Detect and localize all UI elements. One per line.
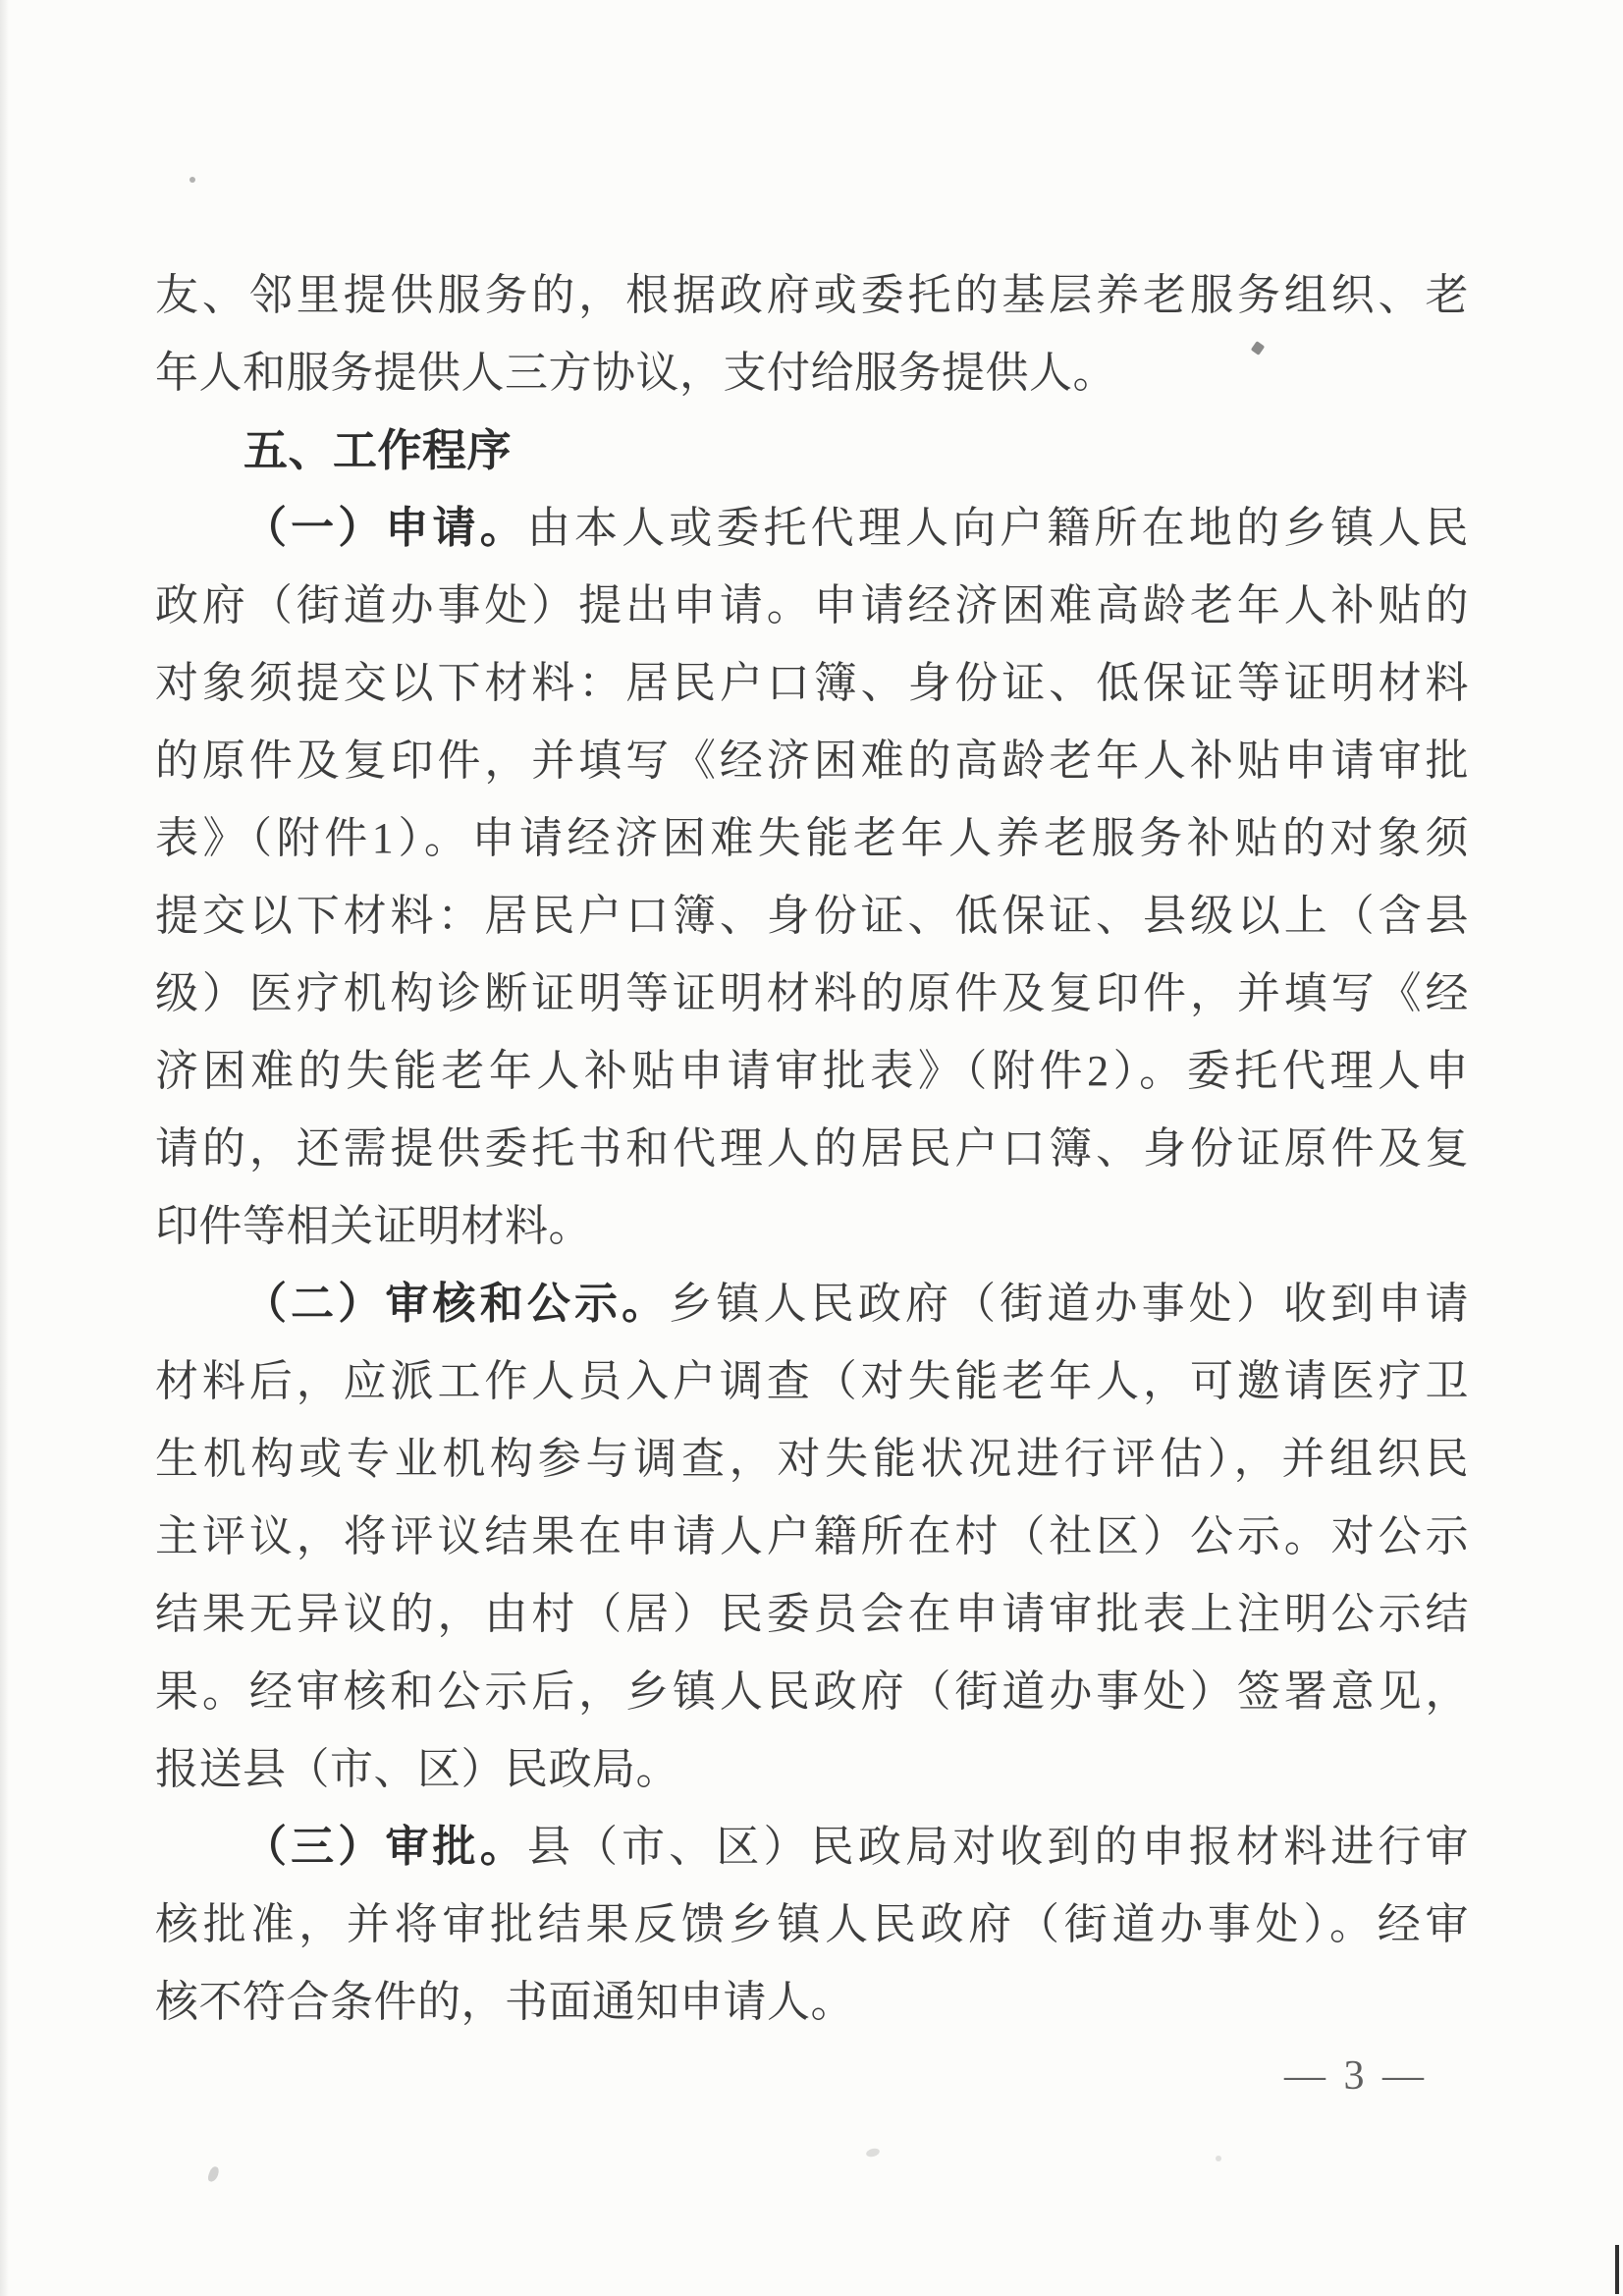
text-line	[155, 1963, 1469, 2041]
text-line	[155, 1498, 1469, 1575]
text-line	[155, 799, 1469, 877]
line-text: 核批准，并将审批结果反馈乡镇人民政府（街道办事处）。经审	[155, 1900, 1469, 1948]
section-heading	[155, 411, 1469, 489]
scan-artifact	[1216, 2156, 1221, 2161]
line-text: 县（市、区）民政局对收到的申报材料进行审	[526, 1823, 1470, 1871]
line-text: 生机构或专业机构参与调查，对失能状况进行评估），并组织民	[155, 1435, 1469, 1483]
line-text: 的原件及复印件，并填写《经济困难的高龄老年人补贴申请审批	[155, 737, 1469, 785]
line-text: 提交以下材料：居民户口簿、身份证、低保证、县级以上（含县	[155, 892, 1469, 940]
line-text: 由本人或委托代理人向户籍所在地的乡镇人民	[526, 504, 1470, 552]
text-line	[155, 644, 1469, 722]
page-number: — 3 —	[1284, 2053, 1428, 2099]
line-text: 济困难的失能老年人补贴申请审批表》（附件2）。委托代理人申	[155, 1047, 1469, 1095]
text-line	[155, 1808, 1469, 1886]
text-line	[155, 1575, 1469, 1653]
scan-artifact	[207, 2165, 221, 2183]
text-line	[155, 256, 1469, 334]
scan-artifact	[189, 177, 195, 183]
line-text: 材料后，应派工作人员入户调查（对失能老年人，可邀请医疗卫	[155, 1357, 1469, 1405]
text-line	[155, 1886, 1469, 1963]
line-text: 果。经审核和公示后，乡镇人民政府（街道办事处）签署意见，	[155, 1667, 1469, 1716]
text-line	[155, 955, 1469, 1032]
paragraph-label: （二）审核和公示。	[243, 1280, 670, 1328]
line-text: 核不符合条件的，书面通知申请人。	[155, 1978, 854, 2026]
text-line	[155, 1187, 1469, 1265]
line-text: 对象须提交以下材料：居民户口簿、身份证、低保证等证明材料	[155, 659, 1469, 707]
line-text: 年人和服务提供人三方协议，支付给服务提供人。	[155, 349, 1116, 397]
text-block	[155, 256, 1469, 2041]
heading-text: 五、工作程序	[243, 425, 513, 475]
line-text: 印件等相关证明材料。	[155, 1202, 592, 1250]
line-text: 结果无异议的，由村（居）民委员会在申请审批表上注明公示结	[155, 1590, 1469, 1638]
paragraph-label: （三）审批。	[243, 1823, 527, 1871]
text-line	[155, 1342, 1469, 1420]
scan-artifact	[1615, 2245, 1619, 2294]
text-line	[155, 1110, 1469, 1187]
paragraph-label: （一）申请。	[243, 504, 527, 552]
text-line	[155, 1730, 1469, 1808]
scan-artifact	[865, 2147, 881, 2158]
line-text: 级）医疗机构诊断证明等证明材料的原件及复印件，并填写《经	[155, 969, 1469, 1017]
line-text: 友、邻里提供服务的，根据政府或委托的基层养老服务组织、老	[155, 271, 1469, 319]
text-line	[155, 1265, 1469, 1342]
text-line	[155, 1420, 1469, 1498]
text-line	[155, 722, 1469, 799]
text-line	[155, 1653, 1469, 1730]
line-text: 政府（街道办事处）提出申请。申请经济困难高龄老年人补贴的	[155, 581, 1469, 629]
text-line	[155, 567, 1469, 644]
line-text: 主评议，将评议结果在申请人户籍所在村（社区）公示。对公示	[155, 1512, 1469, 1560]
line-text: 报送县（市、区）民政局。	[155, 1745, 679, 1793]
text-line	[155, 334, 1469, 411]
line-text: 请的，还需提供委托书和代理人的居民户口簿、身份证原件及复	[155, 1124, 1469, 1173]
line-text: 乡镇人民政府（街道办事处）收到申请	[669, 1280, 1470, 1328]
text-line	[155, 489, 1469, 567]
line-text: 表》（附件1）。申请经济困难失能老年人养老服务补贴的对象须	[155, 814, 1469, 862]
text-line	[155, 1032, 1469, 1110]
text-line	[155, 877, 1469, 955]
